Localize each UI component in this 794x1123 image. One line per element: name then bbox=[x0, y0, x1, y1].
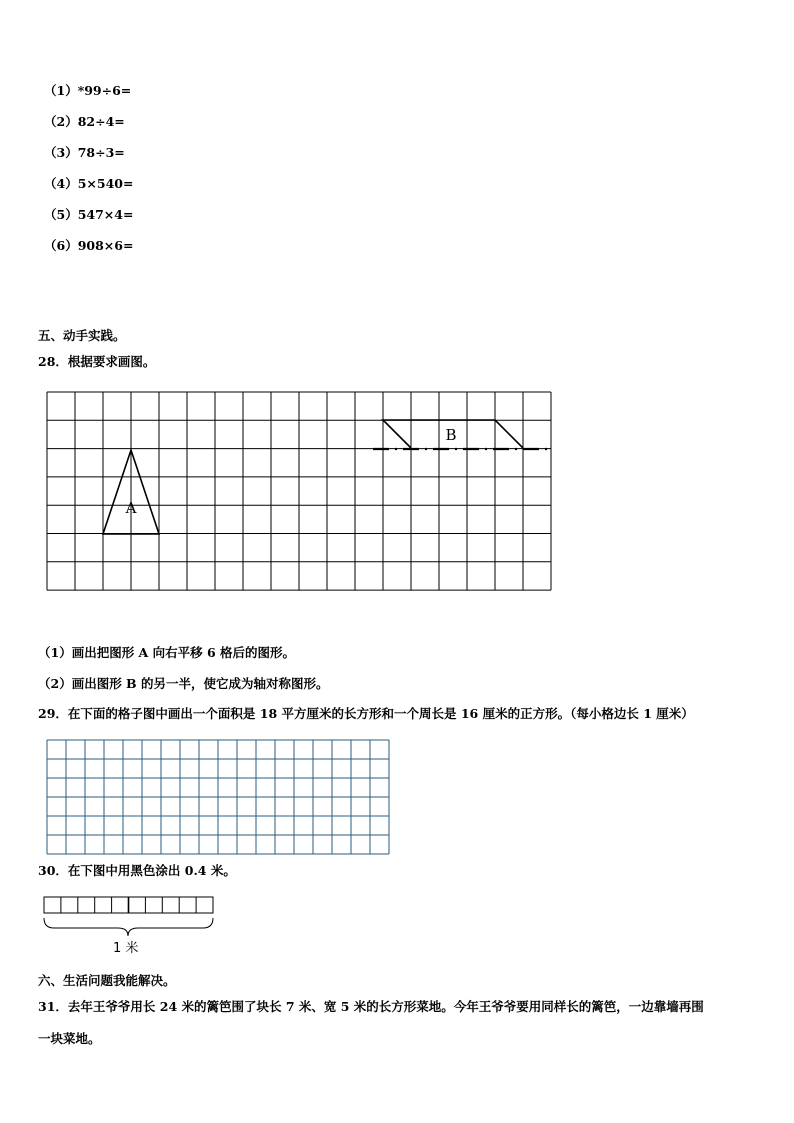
meter-label: 1 米 bbox=[113, 941, 139, 956]
q30-title: 30．在下图中用黑色涂出 0.4 米。 bbox=[38, 863, 236, 878]
meter-strip bbox=[44, 897, 213, 913]
calc-item-5: （5）547×4= bbox=[44, 207, 134, 222]
shape-a-label: A bbox=[125, 499, 137, 517]
meter-brace bbox=[44, 918, 213, 936]
section-5-title: 五、动手实践。 bbox=[38, 328, 126, 343]
q31-line1: 31．去年王爷爷用长 24 米的篱笆围了块长 7 米、宽 5 米的长方形菜地。今年王爷爷要用同样长的篱笆，一边靠墙再围 bbox=[38, 999, 704, 1014]
calc-item-2: （2）82÷4= bbox=[44, 114, 125, 129]
q28-title: 28．根据要求画图。 bbox=[38, 354, 156, 369]
q29-title: 29．在下面的格子图中画出一个面积是 18 平方厘米的长方形和一个周长是 16 厘米的正方形。（每小格边长 1 厘米） bbox=[38, 706, 694, 721]
q28-sub1: （1）画出把图形 A 向右平移 6 格后的图形。 bbox=[38, 645, 296, 660]
calc-item-6: （6）908×6= bbox=[44, 238, 134, 253]
calc-item-3: （3）78÷3= bbox=[44, 145, 125, 160]
shape-b-label: B bbox=[445, 426, 457, 444]
section-6-title: 六、生活问题我能解决。 bbox=[38, 973, 176, 988]
q31-line2: 一块菜地。 bbox=[38, 1031, 101, 1046]
calc-item-4: （4）5×540= bbox=[44, 176, 134, 191]
calc-item-1: （1）*99÷6= bbox=[44, 83, 132, 98]
q28-sub2: （2）画出图形 B 的另一半，使它成为轴对称图形。 bbox=[38, 676, 329, 691]
